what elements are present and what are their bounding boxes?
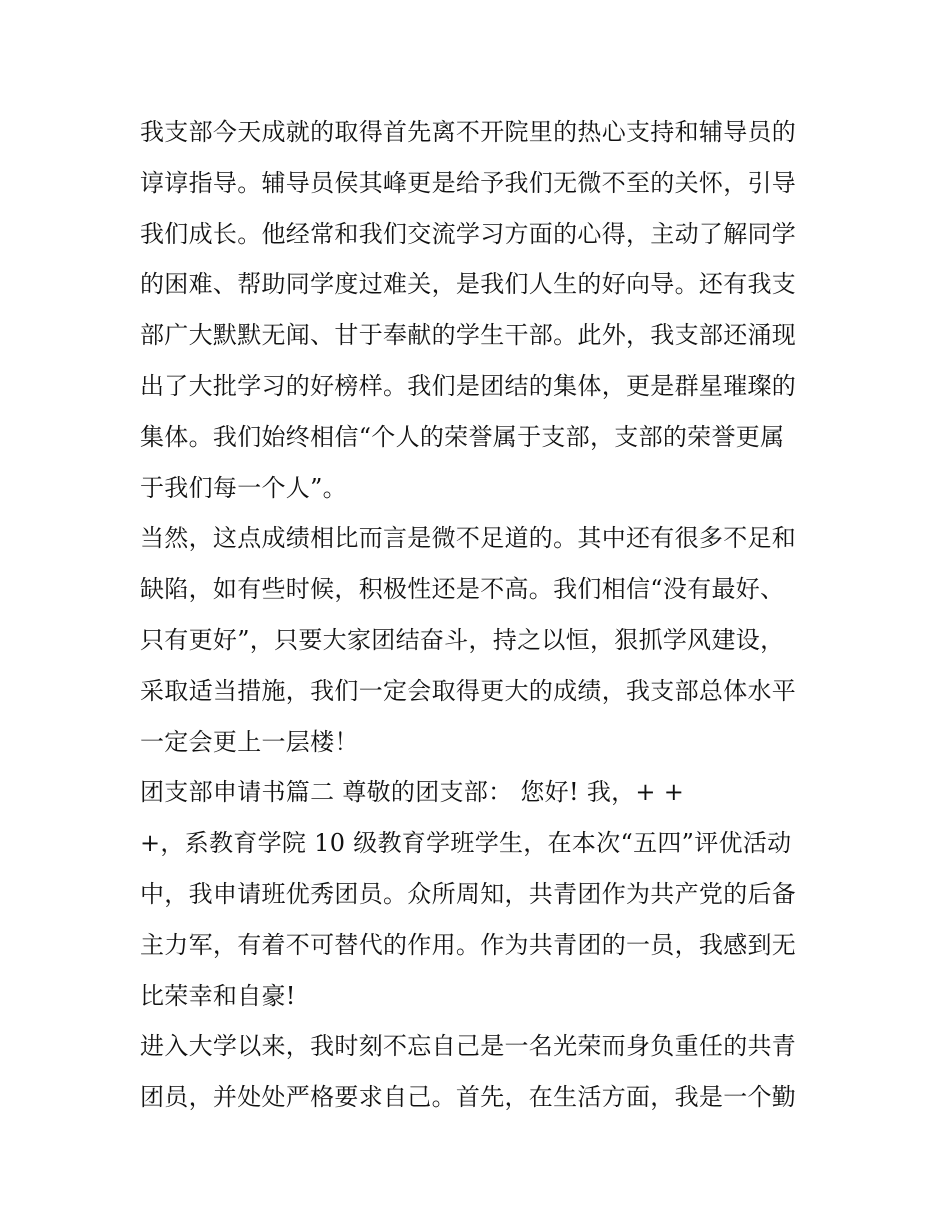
text-line: 主力军，有着不可替代的作用。作为共青团的一员，我感到无: [140, 930, 797, 959]
text-line: 团员，并处处严格要求自己。首先，在生活方面，我是一个勤: [140, 1083, 797, 1112]
text-line: 采取适当措施，我们一定会取得更大的成绩，我支部总体水平: [140, 676, 797, 705]
text-line: 的困难、帮助同学度过难关，是我们人生的好向导。还有我支: [140, 270, 797, 299]
text-line: 集体。我们始终相信“个人的荣誉属于支部，支部的荣誉更属: [140, 422, 785, 451]
text-line: 我们成长。他经常和我们交流学习方面的心得，主动了解同学: [140, 219, 797, 248]
text-line: 出了大批学习的好榜样。我们是团结的集体，更是群星璀璨的: [140, 371, 797, 400]
text-line: 中，我申请班优秀团员。众所周知，共青团作为共产党的后备: [140, 879, 797, 908]
text-line: +，系教育学院 10 级教育学班学生，在本次“五四”评优活动: [140, 829, 792, 858]
text-line: 比荣幸和自豪!: [140, 981, 296, 1010]
text-line: 进入大学以来，我时刻不忘自己是一名光荣而身负重任的共青: [140, 1032, 797, 1061]
text-line: 于我们每一个人”。: [140, 473, 347, 502]
text-line: 我支部今天成就的取得首先离不开院里的热心支持和辅导员的: [140, 118, 797, 146]
text-line: 谆谆指导。辅导员侯其峰更是给予我们无微不至的关怀，引导: [140, 168, 797, 197]
text-line: 只有更好”，只要大家团结奋斗，持之以恒，狠抓学风建设，: [140, 625, 785, 654]
text-line: 一定会更上一层楼！: [140, 727, 359, 756]
text-line: 当然，这点成绩相比而言是微不足道的。其中还有很多不足和: [140, 524, 797, 553]
text-line: 缺陷，如有些时候，积极性还是不高。我们相信“没有最好、: [140, 575, 785, 604]
text-line: 团支部申请书篇二 尊敬的团支部： 您好! 我，+ +: [140, 778, 685, 807]
text-line: 部广大默默无闻、甘于奉献的学生干部。此外，我支部还涌现: [140, 321, 797, 350]
document-body: [140, 107, 820, 1123]
